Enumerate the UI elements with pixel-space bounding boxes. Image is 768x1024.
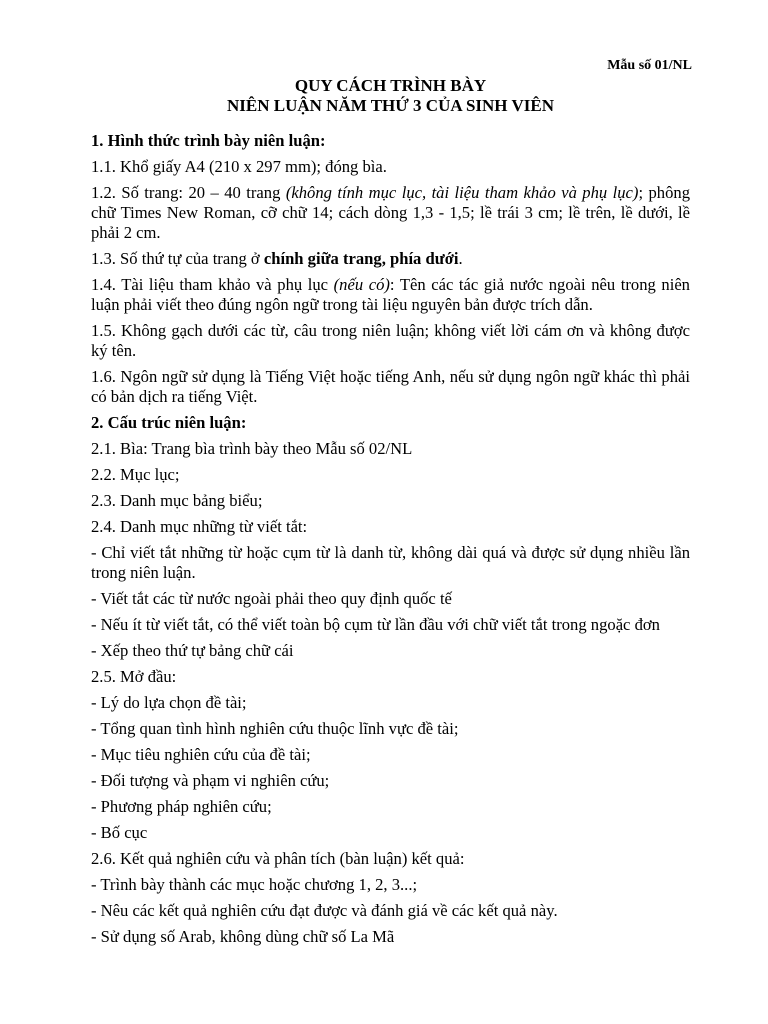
document-title: [91, 76, 690, 116]
paragraph-1-2-text-b: ; phông chữ Times New Roman, cỡ chữ 14; cách dòng 1,3 - 1,5; lề trái 3 cm; lề trên, lề dưới, lề phải 2 cm.: [91, 183, 690, 242]
list-item: - Bố cục: [91, 823, 148, 842]
list-item: - Lý do lựa chọn đề tài;: [91, 693, 247, 712]
list-item: - Nếu ít từ viết tắt, có thể viết toàn bộ cụm từ lần đầu với chữ viết tắt trong ngoặc đơn: [91, 615, 660, 634]
list-item: - Viết tắt các từ nước ngoài phải theo quy định quốc tế: [91, 589, 452, 608]
paragraph-1-5: 1.5. Không gạch dưới các từ, câu trong niên luận; không viết lời cám ơn và không được ký tên.: [91, 321, 690, 360]
list-item: - Nêu các kết quả nghiên cứu đạt được và đánh giá về các kết quả này.: [91, 901, 558, 920]
paragraph-1-2-text-a: 1.2. Số trang: 20 – 40 trang: [91, 183, 286, 202]
paragraph-1-4-text-b: : Tên các tác giả nước ngoài nêu trong niên luận phải viết theo đúng ngôn ngữ trong tài liệu nguyên bản được trích dẫn.: [91, 275, 690, 314]
document-body: [91, 131, 690, 947]
paragraph-1-4-text-a: 1.4. Tài liệu tham khảo và phụ lục: [91, 275, 334, 294]
list-item: 2.3. Danh mục bảng biểu;: [91, 491, 263, 510]
paragraph-1-1: 1.1. Khổ giấy A4 (210 x 297 mm); đóng bìa.: [91, 157, 387, 176]
list-item: 2.6. Kết quả nghiên cứu và phân tích (bàn luận) kết quả:: [91, 849, 465, 868]
list-item: - Xếp theo thứ tự bảng chữ cái: [91, 641, 294, 660]
list-item: - Trình bày thành các mục hoặc chương 1, 2, 3...;: [91, 875, 418, 894]
section-1-heading: 1. Hình thức trình bày niên luận:: [91, 131, 326, 150]
title-line-2: NIÊN LUẬN NĂM THỨ 3 CỦA SINH VIÊN: [227, 96, 554, 115]
paragraph-1-2: [91, 183, 690, 243]
list-item: - Mục tiêu nghiên cứu của đề tài;: [91, 745, 311, 764]
list-item: - Sử dụng số Arab, không dùng chữ số La Mã: [91, 927, 395, 946]
list-item: - Tổng quan tình hình nghiên cứu thuộc lĩnh vực đề tài;: [91, 719, 459, 738]
form-code: Mẫu số 01/NL: [607, 58, 692, 73]
paragraph-1-6: 1.6. Ngôn ngữ sử dụng là Tiếng Việt hoặc tiếng Anh, nếu sử dụng ngôn ngữ khác thì phải có bản dịch ra tiếng Việt.: [91, 367, 690, 406]
list-item: 2.4. Danh mục những từ viết tắt:: [91, 517, 308, 536]
list-item: 2.2. Mục lục;: [91, 465, 180, 484]
paragraph-1-3-bold: chính giữa trang, phía dưới: [263, 249, 459, 268]
list-item: - Đối tượng và phạm vi nghiên cứu;: [91, 771, 330, 790]
paragraph-1-3: [91, 249, 690, 269]
section-2-heading: 2. Cấu trúc niên luận:: [91, 413, 247, 432]
list-item: 2.5. Mở đầu:: [91, 667, 177, 686]
paragraph-1-3-text-a: 1.3. Số thứ tự của trang ở: [91, 249, 264, 268]
paragraph-1-3-text-c: .: [458, 249, 463, 268]
paragraph-1-2-italic: (không tính mục lục, tài liệu tham khảo và phụ lục): [285, 183, 639, 202]
paragraph-1-4-italic: (nếu có): [333, 275, 390, 294]
title-line-1: QUY CÁCH TRÌNH BÀY: [294, 76, 487, 95]
list-item: - Chỉ viết tắt những từ hoặc cụm từ là danh từ, không dài quá và được sử dụng nhiều lần trong niên luận.: [91, 543, 690, 582]
list-item: - Phương pháp nghiên cứu;: [91, 797, 272, 816]
list-item: 2.1. Bìa: Trang bìa trình bày theo Mẫu số 02/NL: [91, 439, 413, 458]
paragraph-1-4: [91, 275, 690, 315]
